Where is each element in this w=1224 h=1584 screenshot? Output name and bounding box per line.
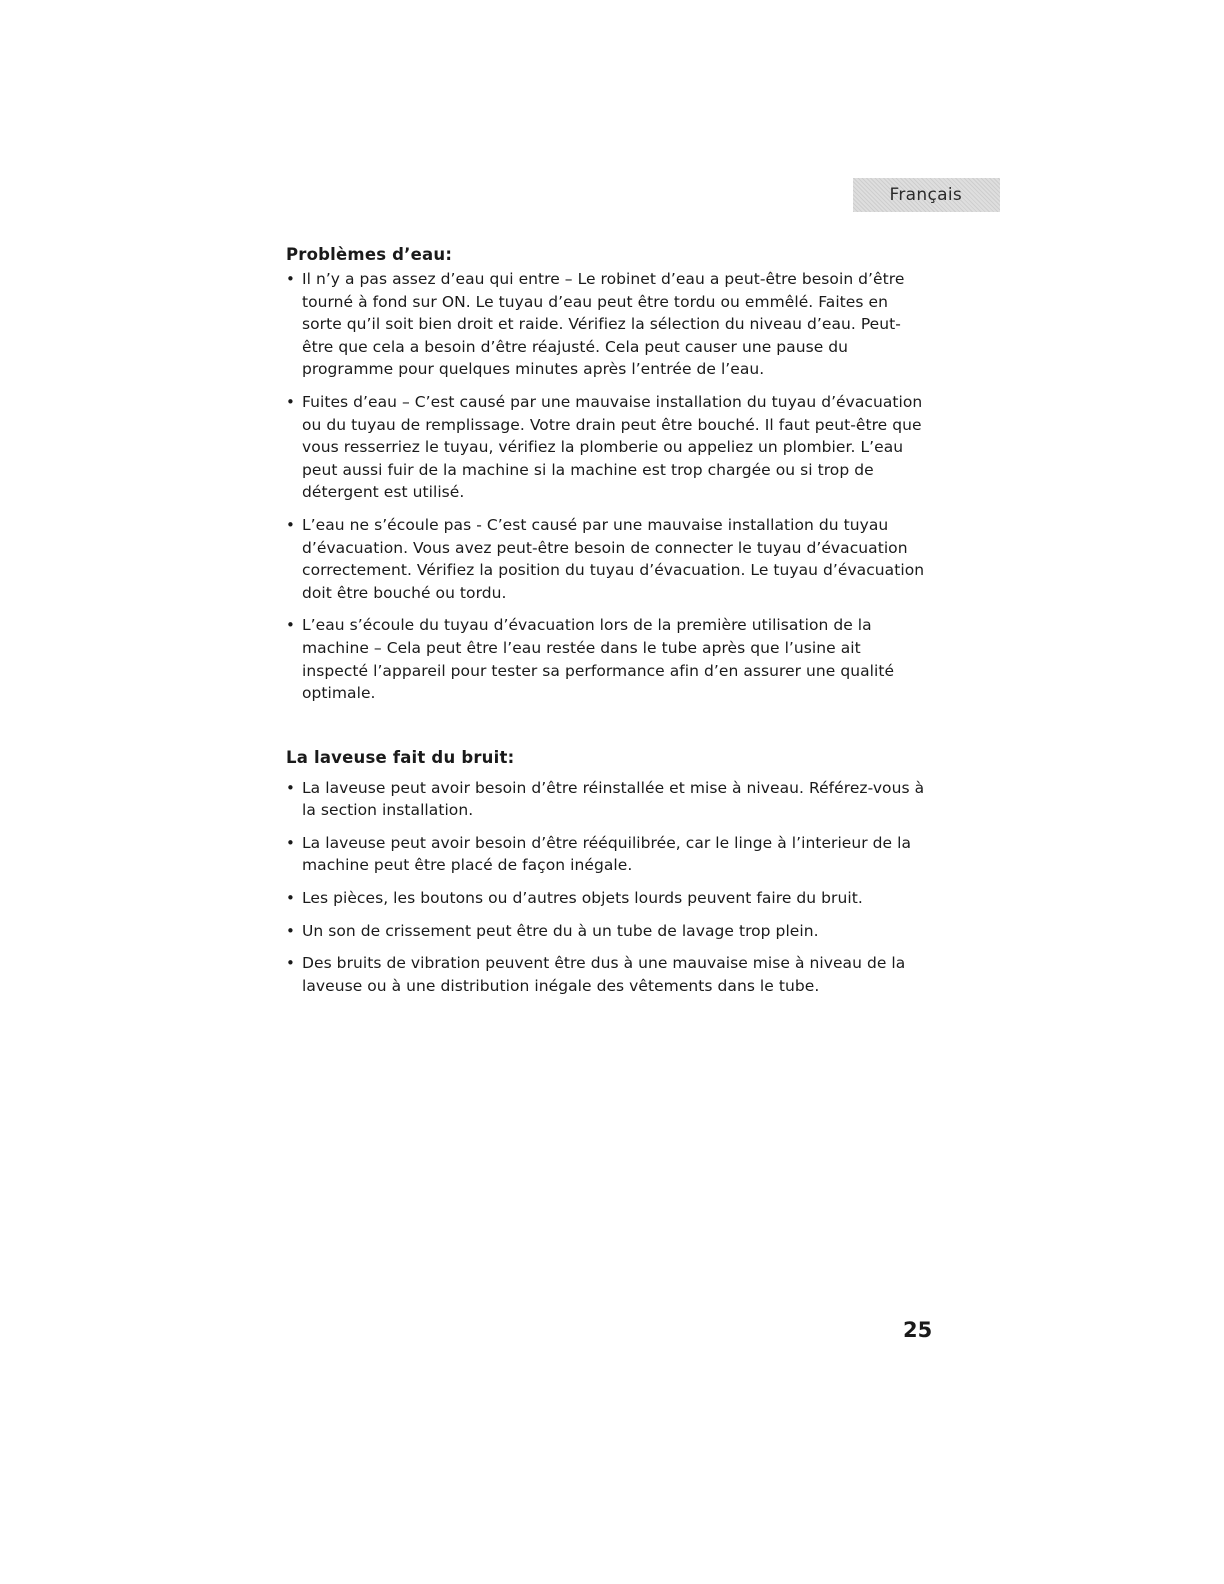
section-heading-noise: La laveuse fait du bruit:: [286, 747, 515, 767]
list-item: • La laveuse peut avoir besoin d’être rééquilibrée, car le linge à l’interieur de la machine peut être placé de façon inégale.: [286, 832, 926, 877]
language-tab-label: Français: [889, 185, 962, 205]
water-problems-list: [286, 268, 926, 705]
section-heading-water-problems: Problèmes d’eau:: [286, 245, 453, 264]
list-item: • Fuites d’eau – C’est causé par une mauvaise installation du tuyau d’évacuation ou du tuyau de remplissage. Votre drain peut être bouché. Il faut peut-être que vous resserriez le tuyau, vérifiez la plomberie ou appeliez un plombier. L’eau peut aussi fuir de la machine si la machine est trop chargée ou si trop de détergent est utilisé.: [286, 391, 926, 504]
list-item: • L’eau s’écoule du tuyau d’évacuation lors de la première utilisation de la machine – Cela peut être l’eau restée dans le tube après que l’usine ait inspecté l’appareil pour tester sa performance afin d’en assurer une qualité optimale.: [286, 614, 926, 704]
page-number: 25: [903, 1318, 933, 1342]
list-item: • L’eau ne s’écoule pas - C’est causé par une mauvaise installation du tuyau d’évacuation. Vous avez peut-être besoin de connecter le tuyau d’évacuation correctement. Vérifiez la position du tuyau d’évacuation. Le tuyau d’évacuation doit être bouché ou tordu.: [286, 514, 926, 604]
page-content: [286, 244, 926, 1007]
language-tab: [853, 178, 1000, 212]
list-item: • Il n’y a pas assez d’eau qui entre – Le robinet d’eau a peut-être besoin d’être tourné à fond sur ON. Le tuyau d’eau peut être tordu ou emmêlé. Faites en sorte qu’il soit bien droit et raide. Vérifiez la sélection du niveau d’eau. Peut-être que cela a besoin d’être réajusté. Cela peut causer une pause du programme pour quelques minutes après l’entrée de l’eau.: [286, 268, 926, 381]
list-item: • Un son de crissement peut être du à un tube de lavage trop plein.: [286, 920, 926, 943]
list-item: • Des bruits de vibration peuvent être dus à une mauvaise mise à niveau de la laveuse ou à une distribution inégale des vêtements dans le tube.: [286, 952, 926, 997]
list-item: • La laveuse peut avoir besoin d’être réinstallée et mise à niveau. Référez-vous à la section installation.: [286, 777, 926, 822]
list-item: • Les pièces, les boutons ou d’autres objets lourds peuvent faire du bruit.: [286, 887, 926, 910]
noise-list: [286, 777, 926, 998]
